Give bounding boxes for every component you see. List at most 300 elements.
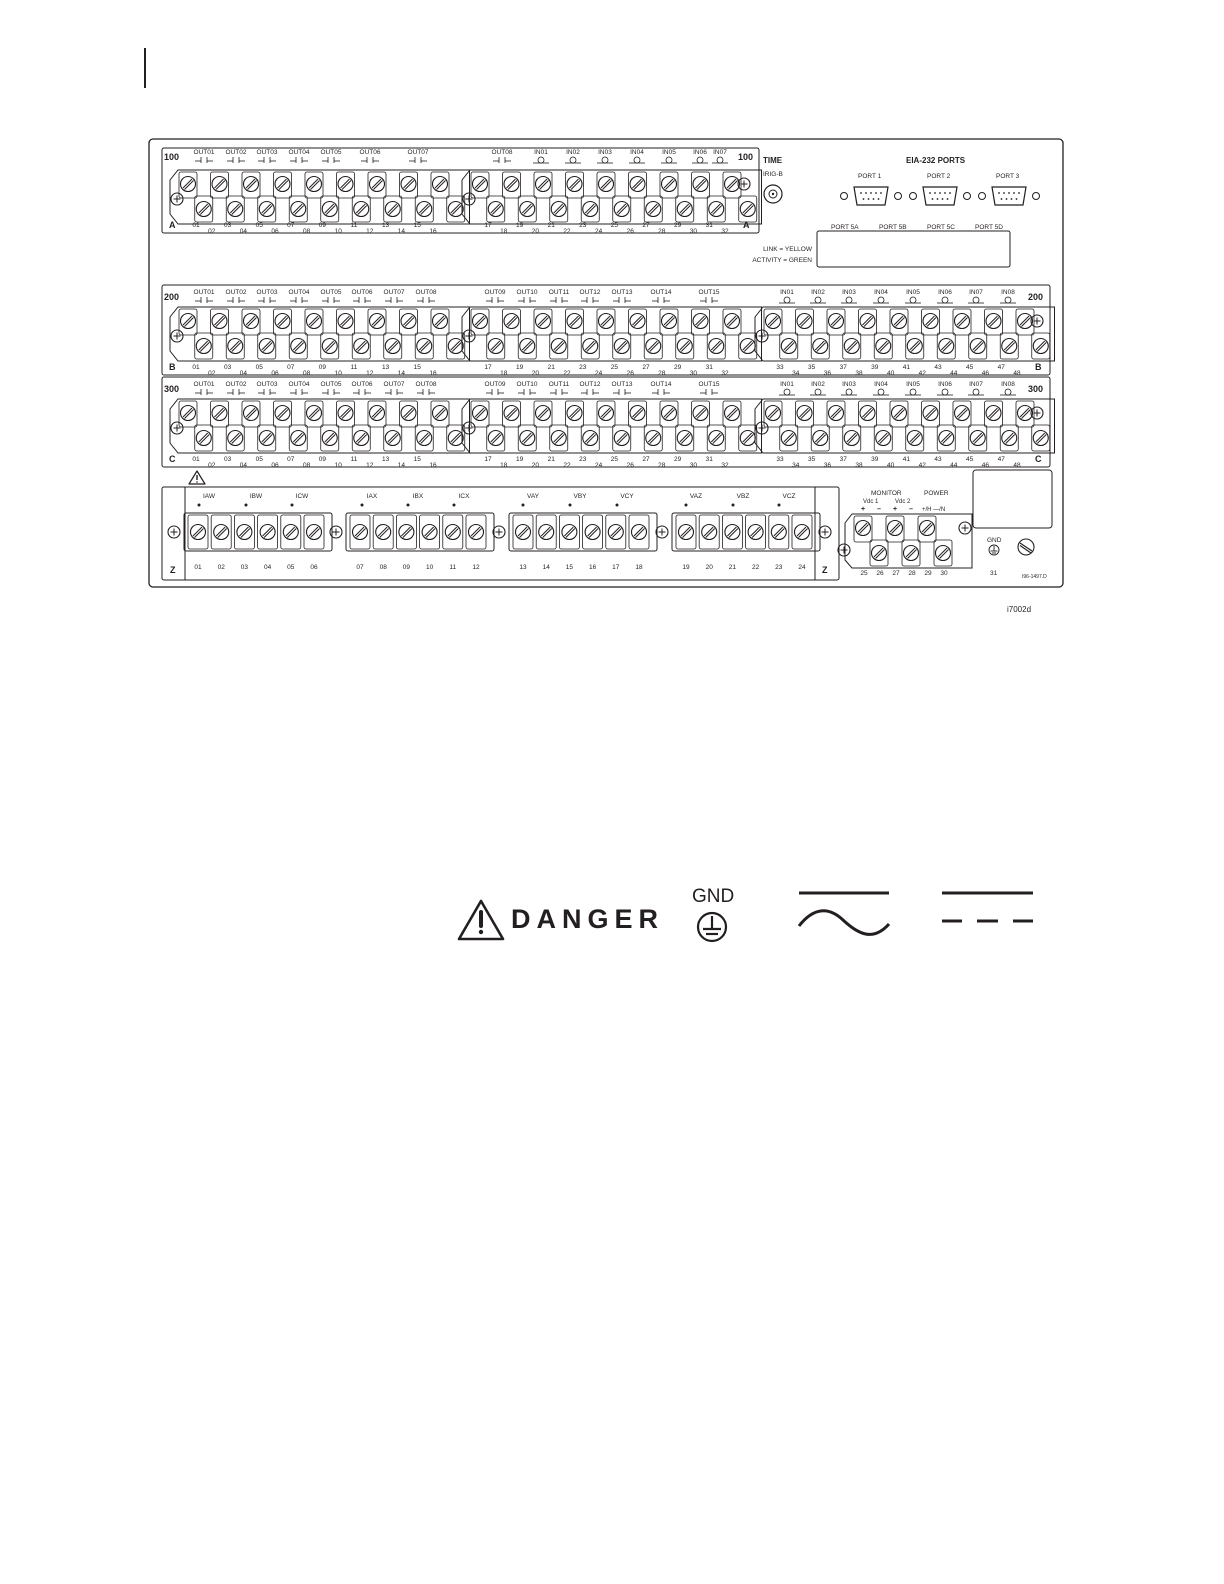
terminal-screw [504,406,519,421]
terminal-screw [986,314,1001,329]
terminal-screw [259,202,274,217]
output-label-out06: OUT06 [359,149,381,156]
terminal-screw [353,525,368,540]
channel-label-vbz: VBZ [736,493,750,500]
terminal-screw [740,202,755,217]
terminal-number: 07 [287,222,295,229]
polarity-dot [453,504,456,507]
terminal-screw [520,431,535,446]
terminal-screw [1002,339,1017,354]
terminal-block [462,307,762,361]
terminal-number: 25 [860,570,868,577]
terminal-number: 30 [689,370,698,377]
terminal-number: 21 [547,364,555,371]
terminal-screw [181,177,196,192]
terminal-number: 05 [255,222,263,229]
figure-id: i7002d [1007,605,1032,614]
terminal-row-200 [162,285,1055,377]
danger-symbol [459,901,503,939]
terminal-screw [520,339,535,354]
terminal-screw [291,431,306,446]
terminal-screw [813,339,828,354]
input-symbol-icon [565,157,581,163]
terminal-number: 23 [579,222,587,229]
contact-symbol-icon [353,389,371,395]
terminal-number: 28 [658,228,666,235]
terminal-screw [399,525,414,540]
polarity-dot [778,504,781,507]
terminal-number: 41 [902,364,911,371]
terminal-screw [583,339,598,354]
terminal-screw [872,546,887,561]
terminal-screw [275,406,290,421]
terminal-number: 02 [208,228,216,235]
terminal-number: 18 [500,462,508,469]
terminal-screw [662,177,677,192]
terminal-screw [237,525,252,540]
terminal-screw [504,314,519,329]
terminal-screw [693,314,708,329]
terminal-screw [583,202,598,217]
terminal-screw [196,431,211,446]
terminal-number: 23 [579,456,587,463]
terminal-screw [646,202,661,217]
output-label-out11: OUT11 [548,289,570,296]
terminal-screw [562,525,577,540]
terminal-screw [1033,339,1048,354]
terminal-number: 11 [449,564,457,571]
terminal-number: 42 [918,462,926,469]
terminal-screw [936,546,951,561]
terminal-number: 23 [579,364,587,371]
terminal-number: 05 [255,364,263,371]
terminal-number: 26 [876,570,884,577]
terminal-screw [338,406,353,421]
channel-label-vby: VBY [573,493,587,500]
terminal-screw [599,314,614,329]
terminal-number: 03 [223,222,232,229]
terminal-screw [567,314,582,329]
polarity-dot [407,504,410,507]
z-letter-left: Z [170,565,176,575]
terminal-screw [422,525,437,540]
terminal-number: 16 [429,370,437,377]
terminal-number: 09 [318,456,327,463]
input-symbol-icon [712,157,728,163]
input-label-in03: IN03 [842,289,856,296]
terminal-screw [370,177,385,192]
terminal-block [462,170,762,224]
terminal-screw [551,431,566,446]
terminal-screw [955,314,970,329]
terminal-screw [725,177,740,192]
terminal-row-100 [162,148,762,235]
terminal-number: 20 [531,462,540,469]
contact-symbol-icon [361,157,379,163]
terminal-screw [291,202,306,217]
terminal-screw [307,525,322,540]
output-label-out05: OUT05 [320,149,342,156]
contact-symbol-icon [518,389,536,395]
analog-terminal-block [330,513,494,551]
terminal-number: 47 [997,364,1005,371]
display-window [973,470,1052,528]
terminal-screw [536,177,551,192]
terminal-screw [473,406,488,421]
row-number-right: 200 [1028,292,1044,302]
channel-label-vaz: VAZ [689,493,703,500]
row-number-right: 300 [1028,384,1044,394]
terminal-number: 28 [908,570,916,577]
terminal-screw [709,202,724,217]
contact-symbol-icon [518,297,536,303]
input-symbol-icon [937,297,953,303]
danger-text: DANGER [511,904,665,934]
ground-screw-icon [1018,539,1034,555]
terminal-screw [677,339,692,354]
terminal-screw [191,525,206,540]
contact-symbol-icon [550,389,568,395]
input-symbol-icon [873,297,889,303]
terminal-number: 03 [223,456,232,463]
terminal-screw [693,406,708,421]
terminal-screw [370,406,385,421]
terminal-number: 04 [239,370,248,377]
terminal-number: 35 [807,456,816,463]
time-label: TIME [763,156,783,165]
output-label-out01: OUT01 [193,381,215,388]
terminal-screw [259,431,274,446]
input-symbol-icon [661,157,677,163]
input-label-in08: IN08 [1001,381,1015,388]
terminal-number: 10 [334,228,342,235]
terminal-number: 08 [302,228,311,235]
terminal-screw [955,406,970,421]
channel-label-ibx: IBX [412,493,424,500]
ground-symbol-icon [698,913,726,941]
terminal-screw [228,202,243,217]
analog-terminal-block [168,513,332,551]
input-symbol-icon [873,389,889,395]
terminal-number: 02 [208,370,216,377]
input-label-in06: IN06 [693,149,707,156]
terminal-number: 25 [610,222,619,229]
contact-symbol-icon [353,297,371,303]
mounting-screw-icon [171,330,183,342]
terminal-number: 02 [217,564,225,571]
terminal-number: 16 [429,462,437,469]
terminal-number: 31 [705,222,713,229]
terminal-number: 19 [515,364,524,371]
terminal-screw [892,314,907,329]
terminal-number: 22 [563,228,571,235]
polarity-dot [361,504,364,507]
terminal-screw [488,431,503,446]
terminal-screw [630,406,645,421]
terminal-screw [488,202,503,217]
terminal-number: 48 [1013,462,1021,469]
terminal-number: 28 [658,462,666,469]
contact-symbol-icon [258,157,276,163]
terminal-block [462,399,762,453]
channel-label-vcz: VCZ [782,493,796,500]
terminal-number: 08 [379,564,387,571]
polarity-dot [569,504,572,507]
terminal-number: 07 [356,564,364,571]
output-label-out13: OUT13 [611,381,633,388]
terminal-number: 21 [547,222,555,229]
terminal-screw [907,431,922,446]
terminal-screw [662,406,677,421]
input-label-in02: IN02 [811,289,825,296]
terminal-block [170,307,470,361]
channel-label-iax: IAX [366,493,378,500]
terminal-screw [679,525,694,540]
terminal-screw [307,314,322,329]
terminal-number: 11 [350,364,358,371]
terminal-number: 06 [310,564,318,571]
output-label-out11: OUT11 [548,381,570,388]
input-label-in05: IN05 [906,289,920,296]
terminal-screw [614,431,629,446]
output-label-out14: OUT14 [650,381,672,388]
terminal-number: 21 [728,564,737,571]
terminal-screw [614,202,629,217]
mounting-screw-icon [493,526,505,538]
terminal-number: 12 [366,462,374,469]
input-symbol-icon [841,389,857,395]
terminal-number: 32 [721,370,729,377]
terminal-number: 39 [871,456,879,463]
mounting-screw-icon [819,526,831,538]
terminal-number: 25 [610,364,619,371]
terminal-screw [212,314,227,329]
output-label-out15: OUT15 [698,381,720,388]
terminal-number: 12 [366,228,374,235]
terminal-screw [259,339,274,354]
channel-label-icw: ICW [295,493,309,500]
port-5d-label: PORT 5D [975,224,1003,231]
terminal-screw [646,339,661,354]
output-label-out05: OUT05 [320,289,342,296]
terminal-screw [473,314,488,329]
terminal-screw [181,314,196,329]
terminal-screw [781,339,796,354]
terminal-number: 40 [886,462,895,469]
terminal-screw [630,177,645,192]
terminal-screw [307,177,322,192]
terminal-screw [709,339,724,354]
polarity-dot [291,504,294,507]
terminal-screw [876,339,891,354]
terminal-screw [614,339,629,354]
terminal-screw [536,314,551,329]
terminal-number: 26 [626,462,634,469]
terminal-screw [516,525,531,540]
gnd-symbol-text: GND [692,886,735,907]
terminal-number: 41 [902,456,911,463]
terminal-screw [567,406,582,421]
output-label-out15: OUT15 [698,289,720,296]
terminal-screw [795,525,810,540]
contact-symbol-icon [550,297,568,303]
terminal-screw [433,177,448,192]
terminal-screw [354,202,369,217]
terminal-number: 39 [871,364,879,371]
terminal-number: 38 [855,370,863,377]
output-label-out02: OUT02 [225,289,247,296]
terminal-number: 12 [472,564,480,571]
input-label-in05: IN05 [906,381,920,388]
contact-symbol-icon [227,157,245,163]
terminal-screw [385,431,400,446]
output-label-out07: OUT07 [383,289,405,296]
input-label-in03: IN03 [598,149,612,156]
terminal-number: 46 [981,462,990,469]
contact-symbol-icon [195,389,213,395]
terminal-screw [417,339,432,354]
output-label-out01: OUT01 [193,149,215,156]
terminal-screw [417,431,432,446]
terminal-number: 21 [547,456,555,463]
terminal-screw [469,525,484,540]
input-label-in07: IN07 [713,149,727,156]
terminal-screw [275,314,290,329]
terminal-screw [585,525,600,540]
terminal-screw [892,406,907,421]
input-label-in07: IN07 [969,289,983,296]
terminal-screw [322,202,337,217]
terminal-screw [646,431,661,446]
terminal-number: 15 [565,564,574,571]
terminal-number: 27 [642,222,650,229]
eia-232-title: EIA-232 PORTS [906,156,966,165]
terminal-number: 26 [626,370,634,377]
terminal-screw [283,525,298,540]
polarity-dot [616,504,619,507]
terminal-screw [433,406,448,421]
contact-symbol-icon [652,389,670,395]
row-letter-right: A [743,220,750,230]
input-symbol-icon [597,157,613,163]
output-label-out12: OUT12 [579,289,601,296]
terminal-number: 08 [302,370,311,377]
output-label-out04: OUT04 [288,381,310,388]
terminal-screw [551,339,566,354]
terminal-screw [1018,406,1033,421]
terminal-number: 44 [950,370,958,377]
row-number-left: 300 [164,384,180,394]
output-label-out09: OUT09 [484,289,506,296]
terminal-screw [856,521,871,536]
terminal-screw [536,406,551,421]
terminal-number: 45 [965,364,974,371]
contact-symbol-icon [227,389,245,395]
terminal-number: 16 [429,228,437,235]
polarity-mark: + [860,506,866,513]
activity-legend: ACTIVITY = GREEN [752,257,812,264]
terminal-number: 38 [855,462,863,469]
polarity-mark: + [892,506,898,513]
terminal-number: 18 [635,564,643,571]
contact-symbol-icon [486,297,504,303]
input-symbol-icon [905,297,921,303]
terminal-block [755,307,1055,361]
terminal-screw [907,339,922,354]
power-polarity-label: +/H —/N [922,507,946,513]
terminal-screw [923,314,938,329]
contact-symbol-icon [417,389,435,395]
input-symbol-icon [1000,297,1016,303]
row-number-left: 100 [164,152,180,162]
contact-symbol-icon [493,157,511,163]
output-label-out06: OUT06 [351,289,373,296]
contact-symbol-icon [290,389,308,395]
terminal-number: 09 [318,364,327,371]
terminal-screw [599,177,614,192]
output-label-out06: OUT06 [351,381,373,388]
terminal-number: 34 [792,370,800,377]
output-label-out02: OUT02 [225,149,247,156]
terminal-number: 17 [484,222,492,229]
input-label-in02: IN02 [566,149,580,156]
terminal-screw [583,431,598,446]
terminal-screw [662,314,677,329]
terminal-screw [844,339,859,354]
terminal-screw [551,202,566,217]
contact-symbol-icon [195,157,213,163]
output-label-out09: OUT09 [484,381,506,388]
terminal-screw [725,314,740,329]
terminal-screw [196,339,211,354]
terminal-screw [291,339,306,354]
terminal-screw [829,406,844,421]
terminal-number: 10 [334,370,342,377]
output-label-out03: OUT03 [256,289,278,296]
output-label-out05: OUT05 [320,381,342,388]
output-label-out02: OUT02 [225,381,247,388]
vdc1-label: Vdc 1 [863,499,879,505]
terminal-number: 02 [208,462,216,469]
terminal-screw [608,525,623,540]
terminal-block [755,399,1055,453]
terminal-number: 13 [519,564,527,571]
terminal-number: 30 [940,570,948,577]
db9-port-2-icon [910,187,971,205]
terminal-block [170,399,470,453]
terminal-screw [860,314,875,329]
channel-label-vay: VAY [526,493,540,500]
row-number-right: 100 [738,152,754,162]
terminal-screw [401,406,416,421]
terminal-screw [599,406,614,421]
terminal-number: 45 [965,456,974,463]
contact-symbol-icon [613,389,631,395]
analog-terminal-block [656,513,820,551]
polarity-dot [245,504,248,507]
input-symbol-icon [841,297,857,303]
terminal-number: 07 [287,456,295,463]
terminal-number: 18 [500,370,508,377]
terminal-number: 17 [484,364,492,371]
terminal-number: 24 [594,370,603,377]
terminal-screw [1018,314,1033,329]
input-symbol-icon [810,389,826,395]
terminal-screw [385,339,400,354]
terminal-number: 13 [381,222,390,229]
terminal-screw [417,202,432,217]
terminal-screw [725,525,740,540]
